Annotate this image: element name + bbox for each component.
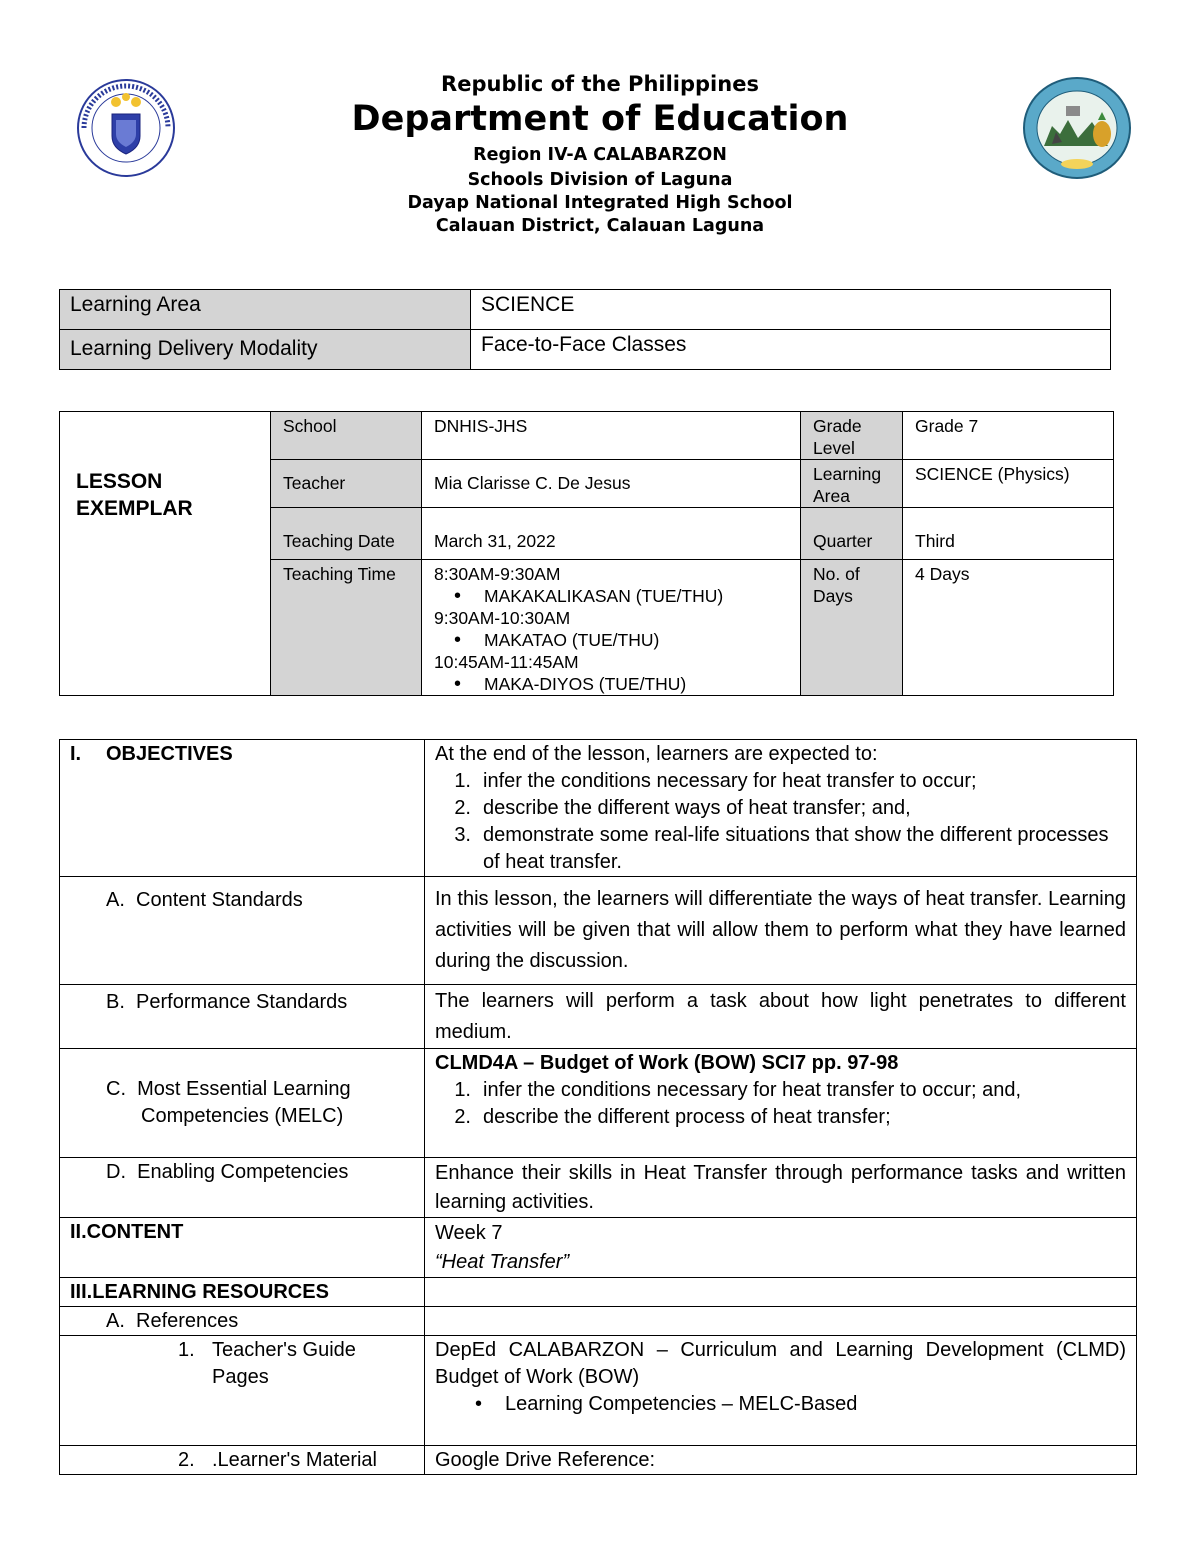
teachers-guide-number: 1. xyxy=(178,1339,195,1361)
teachers-guide-text: DepEd CALABARZON – Curriculum and Learning Development (CLMD) Budget of Work (BOW) xyxy=(435,1339,1126,1388)
lesson-plan-table xyxy=(59,739,1137,1475)
no-of-days-label-line1: No. of xyxy=(813,564,860,584)
no-of-days-label-line2: Days xyxy=(813,586,853,606)
objectives-heading: OBJECTIVES xyxy=(106,743,233,765)
header-republic: Republic of the Philippines xyxy=(441,72,759,96)
schedule-section-1: • MAKAKALIKASAN (TUE/THU) xyxy=(484,585,790,607)
schedule-time-2: 9:30AM-10:30AM xyxy=(434,608,571,628)
content-topic: “Heat Transfer” xyxy=(435,1251,570,1273)
objectives-intro: At the end of the lesson, learners are expected to: xyxy=(435,743,878,765)
melc-item-2: describe the different process of heat transfer; xyxy=(483,1106,891,1128)
melc-label xyxy=(60,1049,425,1158)
teachers-guide-label-line1: Teacher's Guide xyxy=(212,1339,356,1361)
content-week: Week 7 xyxy=(435,1222,503,1244)
learning-area-label-2-line2: Area xyxy=(813,486,850,506)
grade-level-value: Grade 7 xyxy=(903,412,1114,460)
grade-level-label-line2: Level xyxy=(813,438,855,458)
lesson-exemplar-title xyxy=(60,412,271,696)
lesson-exemplar-title-line1: LESSON xyxy=(76,470,163,493)
melc-value: CLMD4A – Budget of Work (BOW) SCI7 pp. 97-98 1. infer the conditions necessary for heat transfer to occur; and, 2. describe the different process of heat transfer; xyxy=(425,1049,1137,1158)
teachers-guide-bullet: Learning Competencies – MELC-Based xyxy=(505,1393,858,1415)
performance-standards-label: B. Performance Standards xyxy=(60,985,425,1049)
header-region: Region IV-A CALABARZON xyxy=(473,145,727,165)
quarter-label: Quarter xyxy=(801,508,903,560)
references-label: A. References xyxy=(60,1307,425,1336)
objectives-value: At the end of the lesson, learners are expected to: 1. infer the conditions necessary for heat transfer to occur; 2. describe the different ways of heat transfer; and, 3. demonstrate some real-life situations that show the different processes of heat transfer. xyxy=(425,740,1137,877)
schedule-time-3: 10:45AM-11:45AM xyxy=(434,652,579,672)
learning-area-label: Learning Area xyxy=(60,290,471,330)
content-value xyxy=(425,1218,1137,1278)
objective-item-2: describe the different ways of heat transfer; and, xyxy=(483,797,911,819)
teaching-date-label: Teaching Date xyxy=(271,508,422,560)
learning-area-table xyxy=(59,289,1111,370)
learners-material-number: 2. xyxy=(178,1449,195,1471)
learners-material-text: .Learner's Material xyxy=(212,1449,377,1471)
school-seal-logo xyxy=(1022,76,1132,180)
teaching-time-label: Teaching Time xyxy=(271,560,422,696)
enabling-competencies-label: D. Enabling Competencies xyxy=(60,1158,425,1218)
header-school: Dayap National Integrated High School xyxy=(407,193,793,213)
learners-material-value: Google Drive Reference: xyxy=(425,1446,1137,1475)
content-standards-value: In this lesson, the learners will differentiate the ways of heat transfer. Learning activities will be given that will allow them to perform what they have learned during the discussion. xyxy=(425,877,1137,985)
enabling-competencies-value: Enhance their skills in Heat Transfer through performance tasks and written learning activities. xyxy=(425,1158,1137,1218)
melc-heading: CLMD4A – Budget of Work (BOW) SCI7 pp. 97-98 xyxy=(435,1052,899,1074)
references-value xyxy=(425,1307,1137,1336)
school-value: DNHIS-JHS xyxy=(422,412,801,460)
learning-resources-value xyxy=(425,1278,1137,1307)
teachers-guide-label-line2: Pages xyxy=(212,1366,269,1388)
teaching-date-value: March 31, 2022 xyxy=(422,508,801,560)
content-standards-label: A. Content Standards xyxy=(60,877,425,985)
teaching-time-schedule xyxy=(422,560,801,696)
school-label: School xyxy=(271,412,422,460)
objective-item-1: infer the conditions necessary for heat transfer to occur; xyxy=(483,770,977,792)
content-label: II.CONTENT xyxy=(60,1218,425,1278)
delivery-modality-label: Learning Delivery Modality xyxy=(60,330,471,370)
learning-area-label-2 xyxy=(801,460,903,508)
schedule-section-3: • MAKA-DIYOS (TUE/THU) xyxy=(484,673,790,695)
melc-label-line1: C. Most Essential Learning xyxy=(106,1078,351,1100)
objective-item-3: demonstrate some real-life situations that show the different processes of heat transfer. xyxy=(483,824,1109,873)
header-district: Calauan District, Calauan Laguna xyxy=(435,216,765,236)
teacher-label: Teacher xyxy=(271,460,422,508)
teachers-guide-value: DepEd CALABARZON – Curriculum and Learning Development (CLMD) Budget of Work (BOW) • Learning Competencies – MELC-Based xyxy=(425,1336,1137,1446)
objectives-label xyxy=(60,740,425,877)
performance-standards-value: The learners will perform a task about how light penetrates to different medium. xyxy=(425,985,1137,1049)
melc-label-line2: Competencies (MELC) xyxy=(141,1105,344,1127)
schedule-section-2: • MAKATAO (TUE/THU) xyxy=(484,629,790,651)
grade-level-label-line1: Grade xyxy=(813,416,862,436)
learning-resources-label: III.LEARNING RESOURCES xyxy=(60,1278,425,1307)
quarter-value: Third xyxy=(903,508,1114,560)
teachers-guide-label xyxy=(60,1336,425,1446)
melc-item-1: infer the conditions necessary for heat transfer to occur; and, xyxy=(483,1079,1022,1101)
learning-area-value-2: SCIENCE (Physics) xyxy=(903,460,1114,508)
learners-material-label xyxy=(60,1446,425,1475)
no-of-days-label xyxy=(801,560,903,696)
deped-seal-logo xyxy=(76,78,176,178)
no-of-days-value: 4 Days xyxy=(903,560,1114,696)
delivery-modality-value: Face-to-Face Classes xyxy=(471,330,1111,370)
learning-area-value: SCIENCE xyxy=(471,290,1111,330)
learning-area-label-2-line1: Learning xyxy=(813,464,882,484)
teacher-value: Mia Clarisse C. De Jesus xyxy=(422,460,801,508)
header-division: Schools Division of Laguna xyxy=(467,170,733,190)
schedule-time-1: 8:30AM-9:30AM xyxy=(434,564,561,584)
grade-level-label xyxy=(801,412,903,460)
lesson-exemplar-title-line2: EXEMPLAR xyxy=(76,497,193,520)
lesson-exemplar-table xyxy=(59,411,1114,696)
objectives-number: I. xyxy=(70,743,82,765)
header-department: Department of Education xyxy=(351,99,849,139)
